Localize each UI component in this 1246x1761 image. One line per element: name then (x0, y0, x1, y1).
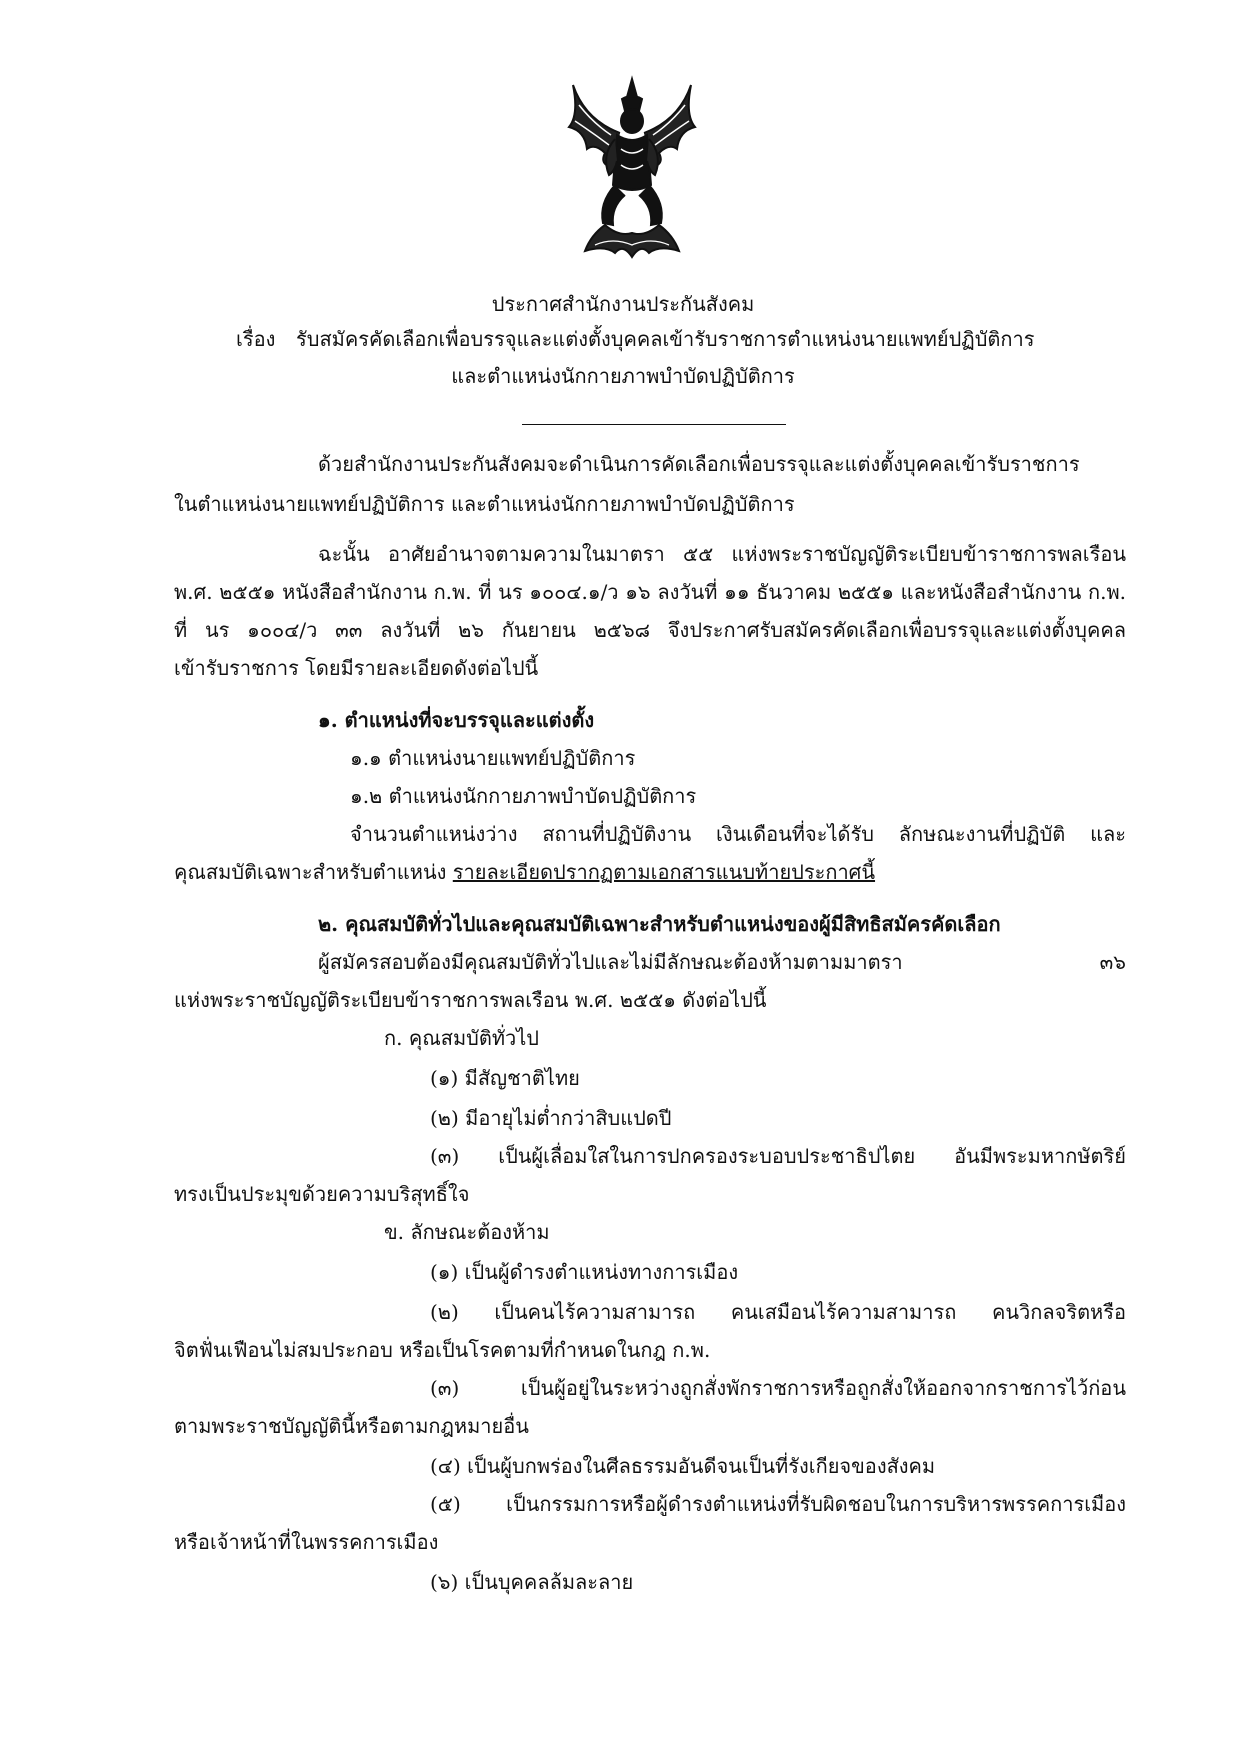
intro-p2-line-2: พ.ศ. ๒๕๕๑ หนังสือสำนักงาน ก.พ. ที่ นร ๑๐๐๔.๑/ว ๑๖ ลงวันที่ ๑๑ ธันวาคม ๒๕๕๑ และหนังสือสำนักงาน ก.พ. (174, 580, 1126, 604)
subject-label: เรื่อง (236, 327, 276, 351)
prohibition-item-5-line-1: (๕) เป็นกรรมการหรือผู้ดำรงตำแหน่งที่รับผิดชอบในการบริหารพรรคการเมือง (430, 1492, 1126, 1516)
section-1-para-line-2 (174, 858, 875, 886)
prohibition-item-4: (๔) เป็นผู้บกพร่องในศีลธรรมอันดีจนเป็นที่รังเกียจของสังคม (430, 1454, 936, 1478)
section-2-heading: ๒. คุณสมบัติทั่วไปและคุณสมบัติเฉพาะสำหรับตำแหน่งของผู้มีสิทธิสมัครคัดเลือก (318, 912, 1001, 936)
subject-line-2: และตำแหน่งนักกายภาพบำบัดปฏิบัติการ (451, 364, 795, 388)
prohibition-item-2-line-1: (๒) เป็นคนไร้ความสามารถ คนเสมือนไร้ความสามารถ คนวิกลจริตหรือ (430, 1300, 1126, 1324)
section-1-heading: ๑. ตำแหน่งที่จะบรรจุและแต่งตั้ง (318, 708, 595, 732)
prohibition-item-3-line-1: (๓) เป็นผู้อยู่ในระหว่างถูกสั่งพักราชการหรือถูกสั่งให้ออกจากราชการไว้ก่อน (430, 1376, 1126, 1400)
qualifications-general-heading: ก. คุณสมบัติทั่วไป (384, 1026, 539, 1050)
garuda-emblem-icon (565, 75, 700, 265)
intro-p2-line-3: ที่ นร ๑๐๐๔/ว ๓๓ ลงวันที่ ๒๖ กันยายน ๒๕๖๘ จึงประกาศรับสมัครคัดเลือกเพื่อบรรจุและแต่งตั้งบุคคล (174, 618, 1126, 642)
subject-line-1: รับสมัครคัดเลือกเพื่อบรรจุและแต่งตั้งบุคคลเข้ารับราชการตำแหน่งนายแพทย์ปฏิบัติการ (296, 327, 1035, 351)
header-divider (522, 424, 786, 425)
prohibition-item-5-line-2: หรือเจ้าหน้าที่ในพรรคการเมือง (174, 1530, 439, 1554)
qualification-item-2: (๒) มีอายุไม่ต่ำกว่าสิบแปดปี (430, 1106, 672, 1130)
section-1-item-1: ๑.๑ ตำแหน่งนายแพทย์ปฏิบัติการ (350, 746, 636, 770)
prohibition-item-6: (๖) เป็นบุคคลล้มละลาย (430, 1570, 634, 1594)
section-2-para-line-2: แห่งพระราชบัญญัติระเบียบข้าราชการพลเรือน พ.ศ. ๒๕๕๑ ดังต่อไปนี้ (174, 988, 767, 1012)
qualification-item-3-line-2: ทรงเป็นประมุขด้วยความบริสุทธิ์ใจ (174, 1182, 470, 1206)
intro-p1-line-2: ในตำแหน่งนายแพทย์ปฏิบัติการ และตำแหน่งนักกายภาพบำบัดปฏิบัติการ (174, 492, 795, 516)
document-title: ประกาศสำนักงานประกันสังคม (491, 292, 755, 316)
qualification-item-3-line-1: (๓) เป็นผู้เลื่อมใสในการปกครองระบอบประชาธิปไตย อันมีพระมหากษัตริย์ (430, 1144, 1126, 1168)
prohibition-item-2-line-2: จิตฟั่นเฟือนไม่สมประกอบ หรือเป็นโรคตามที่กำหนดในกฎ ก.พ. (174, 1338, 711, 1362)
attachment-reference: รายละเอียดปรากฏตามเอกสารแนบท้ายประกาศนี้ (452, 860, 876, 884)
intro-p2-line-1: ฉะนั้น อาศัยอำนาจตามความในมาตรา ๕๕ แห่งพระราชบัญญัติระเบียบข้าราชการพลเรือน (318, 542, 1126, 566)
prohibition-item-1: (๑) เป็นผู้ดำรงตำแหน่งทางการเมือง (430, 1260, 739, 1284)
section-1-para-line-1: จำนวนตำแหน่งว่าง สถานที่ปฏิบัติงาน เงินเดือนที่จะได้รับ ลักษณะงานที่ปฏิบัติ และ (350, 822, 1126, 846)
intro-p1-line-1: ด้วยสำนักงานประกันสังคมจะดำเนินการคัดเลือกเพื่อบรรจุและแต่งตั้งบุคคลเข้ารับราชการ (318, 452, 1080, 476)
section-2-para-line-1: ผู้สมัครสอบต้องมีคุณสมบัติทั่วไปและไม่มีลักษณะต้องห้ามตามมาตรา ๓๖ (318, 950, 1126, 974)
section-1-para-prefix: คุณสมบัติเฉพาะสำหรับตำแหน่ง (174, 860, 447, 884)
section-1-item-2: ๑.๒ ตำแหน่งนักกายภาพบำบัดปฏิบัติการ (350, 784, 697, 808)
intro-p2-line-4: เข้ารับราชการ โดยมีรายละเอียดดังต่อไปนี้ (174, 656, 539, 680)
qualification-item-1: (๑) มีสัญชาติไทย (430, 1066, 580, 1090)
prohibitions-heading: ข. ลักษณะต้องห้าม (384, 1220, 550, 1244)
prohibition-item-3-line-2: ตามพระราชบัญญัตินี้หรือตามกฎหมายอื่น (174, 1414, 529, 1438)
